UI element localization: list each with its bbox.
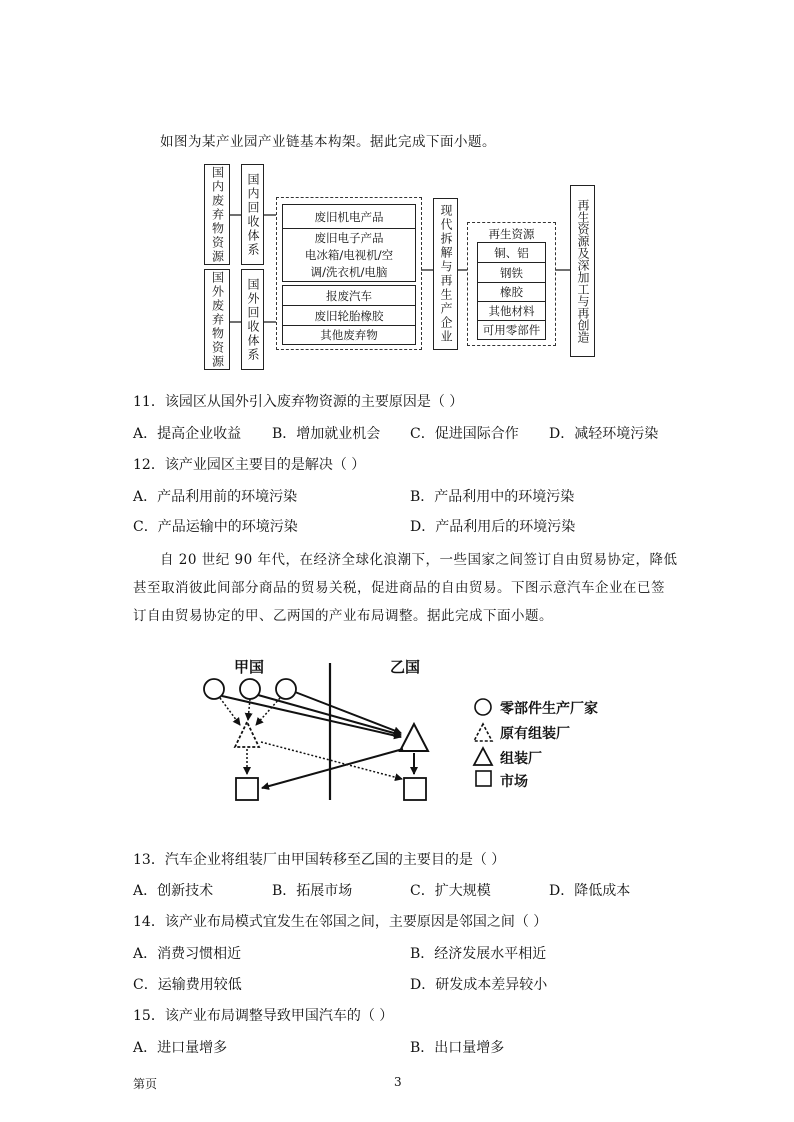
legend-dashed-triangle — [474, 724, 492, 741]
option-15b[interactable]: B．出口量增多 — [410, 1040, 505, 1056]
parts-factory-2 — [240, 679, 260, 699]
option-13a[interactable]: A．创新技术 — [133, 883, 214, 899]
waste-item: 报废汽车 — [283, 286, 415, 306]
legend-circle — [475, 699, 491, 715]
legend-triangle — [474, 748, 492, 765]
question-13: 13．汽车企业将组装厂由甲国转移至乙国的主要目的是（ ） — [133, 852, 506, 868]
intro-text-2-line-3: 订自由贸易协定的甲、乙两国的产业布局调整。据此完成下面小题。 — [133, 608, 553, 624]
final-box: 再生资源及深加工与再创造 — [570, 185, 595, 357]
intro-text-1: 如图为某产业园产业链基本构架。据此完成下面小题。 — [160, 134, 496, 150]
option-14c[interactable]: C．运输费用较低 — [133, 977, 242, 993]
legend-square — [476, 771, 491, 786]
option-14a[interactable]: A．消费习惯相近 — [133, 946, 242, 962]
waste-item: 废旧轮胎橡胶 — [283, 306, 415, 326]
question-11: 11．该园区从国外引入废弃物资源的主要原因是（ ） — [133, 394, 464, 410]
legend-label-plant: 组装厂 — [500, 751, 542, 767]
option-14b[interactable]: B．经济发展水平相近 — [410, 946, 547, 962]
option-11b[interactable]: B．增加就业机会 — [272, 426, 381, 442]
waste-item: 电冰箱/电视机/空 — [304, 247, 394, 262]
renew-item: 其他材料 — [478, 302, 545, 321]
intro-text-2-line-2: 甚至取消彼此间部分商品的贸易关税，促进商品的自由贸易。下图示意汽车企业在已签 — [133, 580, 665, 596]
option-11c[interactable]: C．促进国际合作 — [410, 426, 519, 442]
legend-label-original-plant: 原有组装厂 — [500, 726, 570, 742]
option-13d[interactable]: D．降低成本 — [549, 883, 631, 899]
renew-title: 再生资源 — [488, 227, 535, 241]
question-15: 15．该产业布局调整导致甲国汽车的（ ） — [133, 1008, 394, 1024]
option-13b[interactable]: B．拓展市场 — [272, 883, 353, 899]
waste-item: 废旧机电产品 — [283, 205, 415, 229]
question-14: 14．该产业布局模式宜发生在邻国之间，主要原因是邻国之间（ ） — [133, 914, 548, 930]
renew-item: 铜、铝 — [478, 243, 545, 263]
renew-item: 可用零部件 — [482, 322, 541, 337]
legend-label-parts: 零部件生产厂家 — [500, 701, 598, 717]
option-11a[interactable]: A．提高企业收益 — [133, 426, 242, 442]
market-a — [236, 778, 258, 800]
foreign-source-box: 国外废弃物资源 — [204, 269, 230, 370]
foreign-recycle-box: 国外回收体系 — [241, 269, 264, 370]
waste-item: 其他废弃物 — [320, 328, 378, 342]
question-12: 12．该产业园区主要目的是解决（ ） — [133, 457, 366, 473]
renew-item: 橡胶 — [478, 283, 545, 302]
option-12d[interactable]: D．产品利用后的环境污染 — [410, 519, 576, 535]
option-12c[interactable]: C．产品运输中的环境污染 — [133, 519, 298, 535]
waste-item: 废旧电子产品 — [314, 230, 384, 245]
parts-factory-1 — [204, 679, 224, 699]
option-15a[interactable]: A．进口量增多 — [133, 1040, 228, 1056]
waste-item: 调/洗衣机/电脑 — [310, 264, 388, 279]
original-assembly-plant — [235, 722, 259, 747]
option-14d[interactable]: D．研发成本差异较小 — [410, 977, 548, 993]
country-b-label: 乙国 — [390, 658, 421, 676]
option-12b[interactable]: B．产品利用中的环境污染 — [410, 489, 575, 505]
dismantle-box: 现代拆解与再生产企业 — [433, 198, 458, 350]
option-13c[interactable]: C．扩大规模 — [410, 883, 491, 899]
domestic-source-box: 国内废弃物资源 — [204, 164, 230, 265]
country-a-label: 甲国 — [234, 658, 265, 676]
option-11d[interactable]: D．减轻环境污染 — [549, 426, 659, 442]
option-12a[interactable]: A．产品利用前的环境污染 — [133, 489, 298, 505]
intro-text-2-line-1: 自 20 世纪 90 年代，在经济全球化浪潮下，一些国家之间签订自由贸易协定，降低 — [160, 552, 678, 568]
page-number: 3 — [394, 1075, 402, 1089]
legend-label-market: 市场 — [500, 774, 528, 790]
parts-factory-3 — [276, 679, 296, 699]
domestic-recycle-box: 国内回收体系 — [241, 164, 264, 265]
footer-page-label: 第页 — [133, 1077, 158, 1091]
assembly-plant — [400, 724, 428, 751]
renew-item: 钢铁 — [478, 263, 545, 283]
market-b — [404, 778, 426, 800]
